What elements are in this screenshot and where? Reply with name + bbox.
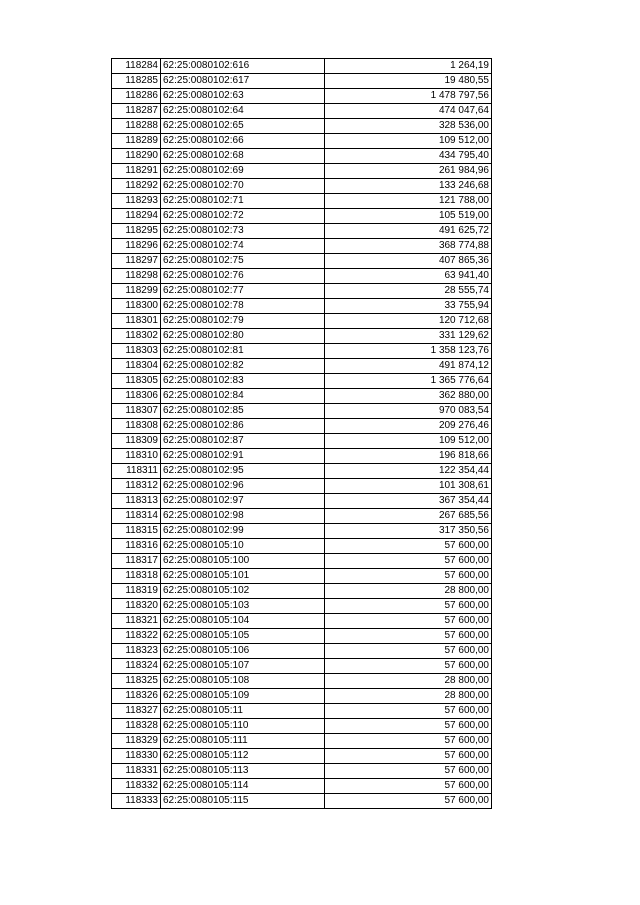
- cadastral-value-cell: 209 276,46: [325, 419, 492, 434]
- row-number-cell: 118317: [112, 554, 161, 569]
- table-row: [112, 194, 492, 209]
- cadastral-number-cell: 62:25:0080102:73: [161, 224, 325, 239]
- cadastral-number-cell: 62:25:0080105:106: [161, 644, 325, 659]
- table-row: [112, 104, 492, 119]
- table-row: [112, 179, 492, 194]
- cadastral-value-cell: 19 480,55: [325, 74, 492, 89]
- cadastral-number-cell: 62:25:0080102:87: [161, 434, 325, 449]
- table-row: [112, 404, 492, 419]
- row-number-cell: 118316: [112, 539, 161, 554]
- row-number-cell: 118303: [112, 344, 161, 359]
- cadastral-value-cell: 57 600,00: [325, 764, 492, 779]
- cadastral-number-cell: 62:25:0080102:86: [161, 419, 325, 434]
- row-number-cell: 118298: [112, 269, 161, 284]
- cadastral-value-cell: 28 800,00: [325, 689, 492, 704]
- table-row: [112, 434, 492, 449]
- row-number-cell: 118319: [112, 584, 161, 599]
- table-row: [112, 539, 492, 554]
- cadastral-number-cell: 62:25:0080102:98: [161, 509, 325, 524]
- row-number-cell: 118284: [112, 59, 161, 74]
- cadastral-value-cell: 57 600,00: [325, 539, 492, 554]
- cadastral-number-cell: 62:25:0080102:95: [161, 464, 325, 479]
- table-row: [112, 419, 492, 434]
- cadastral-value-cell: 28 555,74: [325, 284, 492, 299]
- table-row: [112, 269, 492, 284]
- cadastral-value-cell: 33 755,94: [325, 299, 492, 314]
- cadastral-value-cell: 317 350,56: [325, 524, 492, 539]
- cadastral-value-cell: 120 712,68: [325, 314, 492, 329]
- cadastral-number-cell: 62:25:0080102:80: [161, 329, 325, 344]
- table-row: [112, 584, 492, 599]
- cadastral-number-cell: 62:25:0080105:111: [161, 734, 325, 749]
- row-number-cell: 118305: [112, 374, 161, 389]
- table-row: [112, 599, 492, 614]
- row-number-cell: 118296: [112, 239, 161, 254]
- row-number-cell: 118330: [112, 749, 161, 764]
- row-number-cell: 118308: [112, 419, 161, 434]
- cadastral-number-cell: 62:25:0080105:113: [161, 764, 325, 779]
- table-row: [112, 329, 492, 344]
- table-body: [112, 59, 492, 809]
- cadastral-number-cell: 62:25:0080102:77: [161, 284, 325, 299]
- table-row: [112, 524, 492, 539]
- table-row: [112, 239, 492, 254]
- cadastral-number-cell: 62:25:0080105:110: [161, 719, 325, 734]
- cadastral-number-cell: 62:25:0080102:96: [161, 479, 325, 494]
- row-number-cell: 118325: [112, 674, 161, 689]
- cadastral-value-cell: 101 308,61: [325, 479, 492, 494]
- cadastral-number-cell: 62:25:0080105:104: [161, 614, 325, 629]
- row-number-cell: 118291: [112, 164, 161, 179]
- cadastral-value-cell: 267 685,56: [325, 509, 492, 524]
- row-number-cell: 118292: [112, 179, 161, 194]
- row-number-cell: 118289: [112, 134, 161, 149]
- cadastral-number-cell: 62:25:0080102:99: [161, 524, 325, 539]
- row-number-cell: 118304: [112, 359, 161, 374]
- cadastral-value-cell: 57 600,00: [325, 554, 492, 569]
- table-row: [112, 719, 492, 734]
- row-number-cell: 118287: [112, 104, 161, 119]
- cadastral-number-cell: 62:25:0080105:10: [161, 539, 325, 554]
- row-number-cell: 118293: [112, 194, 161, 209]
- row-number-cell: 118306: [112, 389, 161, 404]
- cadastral-value-cell: 434 795,40: [325, 149, 492, 164]
- cadastral-value-cell: 1 264,19: [325, 59, 492, 74]
- cadastral-value-table: [111, 58, 492, 809]
- cadastral-number-cell: 62:25:0080102:74: [161, 239, 325, 254]
- row-number-cell: 118314: [112, 509, 161, 524]
- table-row: [112, 779, 492, 794]
- table-row: [112, 509, 492, 524]
- row-number-cell: 118295: [112, 224, 161, 239]
- table-row: [112, 749, 492, 764]
- row-number-cell: 118321: [112, 614, 161, 629]
- row-number-cell: 118299: [112, 284, 161, 299]
- cadastral-value-cell: 109 512,00: [325, 434, 492, 449]
- table-row: [112, 644, 492, 659]
- cadastral-value-cell: 57 600,00: [325, 794, 492, 809]
- table-row: [112, 374, 492, 389]
- table-row: [112, 254, 492, 269]
- cadastral-number-cell: 62:25:0080102:76: [161, 269, 325, 284]
- cadastral-number-cell: 62:25:0080102:64: [161, 104, 325, 119]
- cadastral-value-cell: 109 512,00: [325, 134, 492, 149]
- table-row: [112, 134, 492, 149]
- row-number-cell: 118301: [112, 314, 161, 329]
- cadastral-number-cell: 62:25:0080102:82: [161, 359, 325, 374]
- cadastral-value-cell: 368 774,88: [325, 239, 492, 254]
- cadastral-number-cell: 62:25:0080102:66: [161, 134, 325, 149]
- cadastral-value-cell: 105 519,00: [325, 209, 492, 224]
- table-row: [112, 209, 492, 224]
- cadastral-number-cell: 62:25:0080102:83: [161, 374, 325, 389]
- cadastral-number-cell: 62:25:0080102:84: [161, 389, 325, 404]
- table-row: [112, 734, 492, 749]
- row-number-cell: 118318: [112, 569, 161, 584]
- cadastral-number-cell: 62:25:0080102:69: [161, 164, 325, 179]
- row-number-cell: 118294: [112, 209, 161, 224]
- cadastral-value-cell: 28 800,00: [325, 584, 492, 599]
- row-number-cell: 118329: [112, 734, 161, 749]
- cadastral-value-cell: 121 788,00: [325, 194, 492, 209]
- cadastral-number-cell: 62:25:0080105:102: [161, 584, 325, 599]
- cadastral-number-cell: 62:25:0080102:85: [161, 404, 325, 419]
- table-row: [112, 569, 492, 584]
- cadastral-number-cell: 62:25:0080102:65: [161, 119, 325, 134]
- table-row: [112, 629, 492, 644]
- document-page: [111, 58, 492, 809]
- cadastral-number-cell: 62:25:0080102:63: [161, 89, 325, 104]
- cadastral-value-cell: 1 358 123,76: [325, 344, 492, 359]
- cadastral-value-cell: 407 865,36: [325, 254, 492, 269]
- table-row: [112, 389, 492, 404]
- cadastral-number-cell: 62:25:0080102:616: [161, 59, 325, 74]
- table-row: [112, 164, 492, 179]
- cadastral-number-cell: 62:25:0080102:97: [161, 494, 325, 509]
- table-row: [112, 74, 492, 89]
- row-number-cell: 118322: [112, 629, 161, 644]
- cadastral-value-cell: 57 600,00: [325, 644, 492, 659]
- table-row: [112, 344, 492, 359]
- cadastral-value-cell: 28 800,00: [325, 674, 492, 689]
- table-row: [112, 59, 492, 74]
- cadastral-number-cell: 62:25:0080102:68: [161, 149, 325, 164]
- table-row: [112, 659, 492, 674]
- cadastral-value-cell: 367 354,44: [325, 494, 492, 509]
- cadastral-value-cell: 57 600,00: [325, 569, 492, 584]
- cadastral-number-cell: 62:25:0080105:11: [161, 704, 325, 719]
- table-row: [112, 89, 492, 104]
- cadastral-number-cell: 62:25:0080105:115: [161, 794, 325, 809]
- cadastral-value-cell: 261 984,96: [325, 164, 492, 179]
- cadastral-value-cell: 491 625,72: [325, 224, 492, 239]
- cadastral-value-cell: 57 600,00: [325, 749, 492, 764]
- table-row: [112, 299, 492, 314]
- cadastral-value-cell: 57 600,00: [325, 659, 492, 674]
- table-row: [112, 554, 492, 569]
- row-number-cell: 118315: [112, 524, 161, 539]
- table-row: [112, 464, 492, 479]
- table-row: [112, 359, 492, 374]
- row-number-cell: 118285: [112, 74, 161, 89]
- cadastral-value-cell: 57 600,00: [325, 599, 492, 614]
- cadastral-value-cell: 122 354,44: [325, 464, 492, 479]
- cadastral-value-cell: 362 880,00: [325, 389, 492, 404]
- cadastral-number-cell: 62:25:0080102:70: [161, 179, 325, 194]
- cadastral-number-cell: 62:25:0080105:101: [161, 569, 325, 584]
- cadastral-value-cell: 57 600,00: [325, 779, 492, 794]
- cadastral-number-cell: 62:25:0080102:79: [161, 314, 325, 329]
- row-number-cell: 118310: [112, 449, 161, 464]
- cadastral-value-cell: 57 600,00: [325, 734, 492, 749]
- row-number-cell: 118333: [112, 794, 161, 809]
- cadastral-number-cell: 62:25:0080105:112: [161, 749, 325, 764]
- table-row: [112, 449, 492, 464]
- cadastral-number-cell: 62:25:0080105:114: [161, 779, 325, 794]
- cadastral-value-cell: 970 083,54: [325, 404, 492, 419]
- row-number-cell: 118323: [112, 644, 161, 659]
- cadastral-number-cell: 62:25:0080102:75: [161, 254, 325, 269]
- cadastral-number-cell: 62:25:0080102:71: [161, 194, 325, 209]
- cadastral-number-cell: 62:25:0080102:617: [161, 74, 325, 89]
- cadastral-value-cell: 328 536,00: [325, 119, 492, 134]
- row-number-cell: 118326: [112, 689, 161, 704]
- cadastral-number-cell: 62:25:0080102:81: [161, 344, 325, 359]
- cadastral-value-cell: 63 941,40: [325, 269, 492, 284]
- row-number-cell: 118286: [112, 89, 161, 104]
- cadastral-value-cell: 331 129,62: [325, 329, 492, 344]
- row-number-cell: 118312: [112, 479, 161, 494]
- cadastral-value-cell: 57 600,00: [325, 704, 492, 719]
- table-row: [112, 674, 492, 689]
- table-row: [112, 479, 492, 494]
- cadastral-value-cell: 57 600,00: [325, 629, 492, 644]
- table-row: [112, 614, 492, 629]
- row-number-cell: 118307: [112, 404, 161, 419]
- cadastral-value-cell: 491 874,12: [325, 359, 492, 374]
- cadastral-number-cell: 62:25:0080105:103: [161, 599, 325, 614]
- table-row: [112, 704, 492, 719]
- cadastral-number-cell: 62:25:0080105:108: [161, 674, 325, 689]
- row-number-cell: 118302: [112, 329, 161, 344]
- cadastral-value-cell: 1 365 776,64: [325, 374, 492, 389]
- row-number-cell: 118297: [112, 254, 161, 269]
- row-number-cell: 118324: [112, 659, 161, 674]
- table-row: [112, 764, 492, 779]
- row-number-cell: 118320: [112, 599, 161, 614]
- row-number-cell: 118309: [112, 434, 161, 449]
- row-number-cell: 118290: [112, 149, 161, 164]
- row-number-cell: 118288: [112, 119, 161, 134]
- row-number-cell: 118300: [112, 299, 161, 314]
- row-number-cell: 118332: [112, 779, 161, 794]
- table-row: [112, 689, 492, 704]
- table-row: [112, 314, 492, 329]
- cadastral-value-cell: 196 818,66: [325, 449, 492, 464]
- cadastral-number-cell: 62:25:0080102:78: [161, 299, 325, 314]
- cadastral-value-cell: 57 600,00: [325, 614, 492, 629]
- table-row: [112, 119, 492, 134]
- cadastral-value-cell: 57 600,00: [325, 719, 492, 734]
- row-number-cell: 118311: [112, 464, 161, 479]
- table-row: [112, 149, 492, 164]
- table-row: [112, 224, 492, 239]
- row-number-cell: 118313: [112, 494, 161, 509]
- row-number-cell: 118328: [112, 719, 161, 734]
- cadastral-value-cell: 474 047,64: [325, 104, 492, 119]
- cadastral-number-cell: 62:25:0080102:91: [161, 449, 325, 464]
- cadastral-value-cell: 133 246,68: [325, 179, 492, 194]
- cadastral-number-cell: 62:25:0080102:72: [161, 209, 325, 224]
- cadastral-number-cell: 62:25:0080105:100: [161, 554, 325, 569]
- table-row: [112, 794, 492, 809]
- cadastral-number-cell: 62:25:0080105:107: [161, 659, 325, 674]
- cadastral-number-cell: 62:25:0080105:105: [161, 629, 325, 644]
- row-number-cell: 118331: [112, 764, 161, 779]
- row-number-cell: 118327: [112, 704, 161, 719]
- table-row: [112, 494, 492, 509]
- cadastral-number-cell: 62:25:0080105:109: [161, 689, 325, 704]
- table-row: [112, 284, 492, 299]
- cadastral-value-cell: 1 478 797,56: [325, 89, 492, 104]
